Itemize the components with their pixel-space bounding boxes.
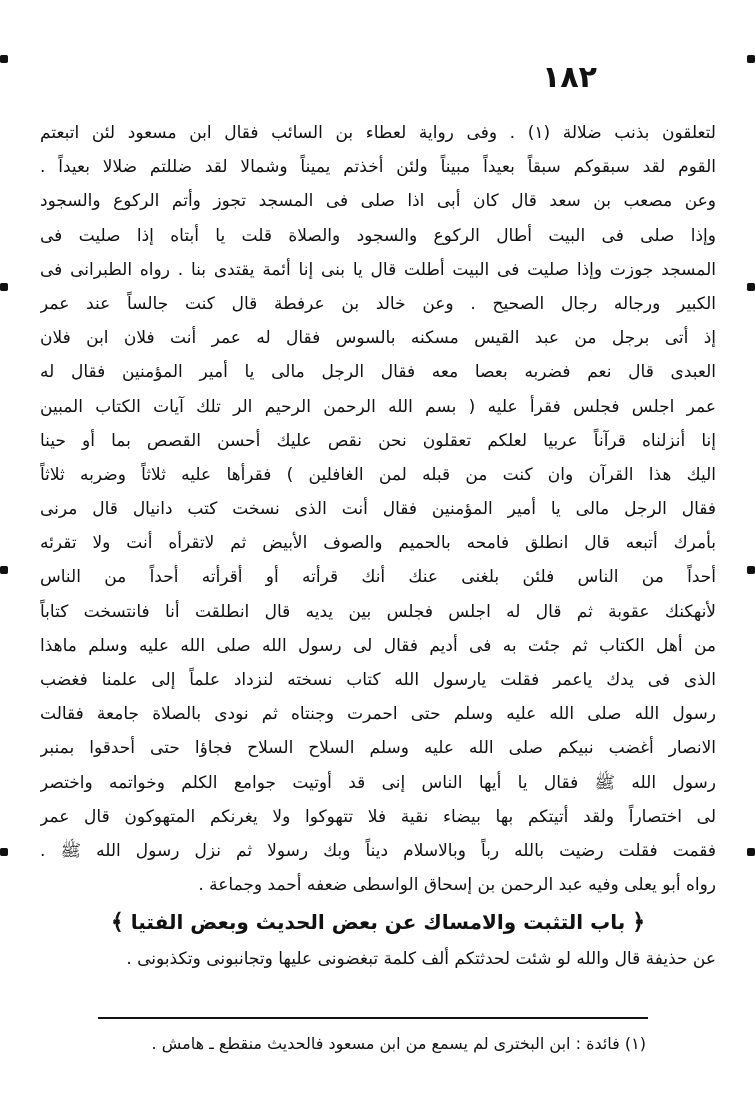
text-line: عمر اجلس فجلس فقرأ عليه ( بسم الله الرحمن الرحيم الر تلك آيات الكتاب المبين (40, 396, 716, 417)
text-line: لأنهكنك عقوبة ثم قال له اجلس فجلس بين يديه قال انطلقت أنا فانتسخت كتاباً (40, 601, 716, 622)
text-line: المسجد جوزت وإذا صليت فى البيت أطلت قال يا بنى إنا أئمة يقتدى بنا . رواه الطبرانى فى (40, 259, 716, 280)
text-line: الذى فى يدك ياعمر فقلت يارسول الله كتاب نسخته لنزداد علماً إلى علمنا فغضب (40, 670, 716, 690)
chapter-bracket-close: ﴾ (110, 910, 124, 936)
margin-mark (0, 848, 8, 856)
text-line: الكبير ورجاله رجال الصحيح . وعن خالد بن عرفطة قال كنت جالساً عند عمر (40, 293, 716, 314)
text-line: الانصار أغضب نبيكم صلى الله عليه وسلم السلاح السلاح فجاؤا حتى أحدقوا بمنبر (40, 738, 716, 759)
text-line: من أهل الكتاب ثم جئت به فى أديم فقال لى رسول الله صلى الله عليه وسلم ماهذا (40, 635, 716, 656)
text-line: فقمت فقلت رضيت بالله رباً وبالاسلام ديناً وبك رسولا ثم نزل رسول الله ﷺ . (40, 840, 716, 861)
chapter-heading (40, 902, 716, 942)
chapter-title: باب التثبت والامساك عن بعض الحديث وبعض الفتيا (130, 910, 626, 935)
text-line: العبدى قال نعم فضربه بعصا معه فقال الرجل مالى يا أمير المؤمنين فقال له (40, 362, 716, 383)
text-line: وعن مصعب بن سعد قال كان أبى اذا صلى فى المسجد تجوز وأتم الركوع والسجود (40, 191, 716, 212)
margin-mark (0, 566, 8, 574)
margin-mark (747, 566, 755, 574)
text-line: إذ أتى برجل من عبد القيس مسكنه بالسوس فقال له عمر أنت فلان ابن فلان (40, 328, 716, 349)
text-line: فقال الرجل مالى يا أمير المؤمنين فقال أنت الذى نسخت كتب دانيال قال مرنى (40, 499, 716, 520)
page-number: ١٨٢ (542, 60, 597, 95)
text-line: وإذا صلى فى البيت أطال الركوع والسجود والصلاة قلت يا أبتاه إذا صليت فى (40, 225, 716, 246)
text-line: إنا أنزلناه قرآناً عربيا لعلكم تعقلون نحن نقص عليك أحسن القصص بما أو حينا (40, 430, 716, 451)
footnote: (١) فائدة : ابن البخترى لم يسمع من ابن مسعود فالحديث منقطع ـ هامش . (151, 1034, 646, 1053)
text-line: رسول الله صلى الله عليه وسلم حتى احمرت وجنتاه ثم نودى بالصلاة جامعة فقالت (40, 704, 716, 725)
chapter-bracket-open: ﴿ (632, 910, 646, 936)
footnote-divider (98, 1017, 648, 1019)
margin-mark (747, 283, 755, 291)
text-line: عن حذيفة قال والله لو شئت لحدثتكم ألف كلمة تبغضونى عليها وتجانبونى وتكذبونى . (126, 949, 716, 970)
text-line: لتعلقون بذنب ضلالة (١) . وفى رواية لعطاء بن السائب فقال ابن مسعود لئن اتبعتم (40, 123, 716, 143)
margin-mark (0, 283, 8, 291)
text-line: أحداً من الناس فلئن بلغنى عنك أنك قرأته أو أقرأته أحداً من الناس (40, 567, 716, 588)
margin-mark (747, 848, 755, 856)
text-line: بأمرك أتبعه قال انطلق فامحه بالحميم والصوف الأبيض ثم لاتقرأه أنت ولا تقرئه (40, 533, 716, 554)
text-line: رسول الله ﷺ فقال يا أيها الناس إنى قد أوتيت جوامع الكلم وخواتمه واختصر (40, 772, 716, 793)
margin-mark (747, 55, 755, 63)
margin-mark (0, 55, 8, 63)
text-line: اليك هذا القرآن وان كنت من قبله لمن الغافلين ) فقرأها عليه ثلاثاً وضربه ثلاثاً (40, 464, 716, 485)
text-line: القوم لقد سبقوكم سبقاً بعيداً مبيناً ولئن أخذتم يميناً وشمالا لقد ضللتم ضلالا بعيداً . (40, 157, 716, 178)
text-line: لى اختصاراً ولقد أتيتكم بها بيضاء نقية فلا تتهوكوا ولا يغرنكم المتهوكون قال عمر (40, 806, 716, 827)
text-line: رواه أبو يعلى وفيه عبد الرحمن بن إسحاق الواسطى ضعفه أحمد وجماعة . (198, 875, 716, 896)
main-text (40, 116, 716, 977)
